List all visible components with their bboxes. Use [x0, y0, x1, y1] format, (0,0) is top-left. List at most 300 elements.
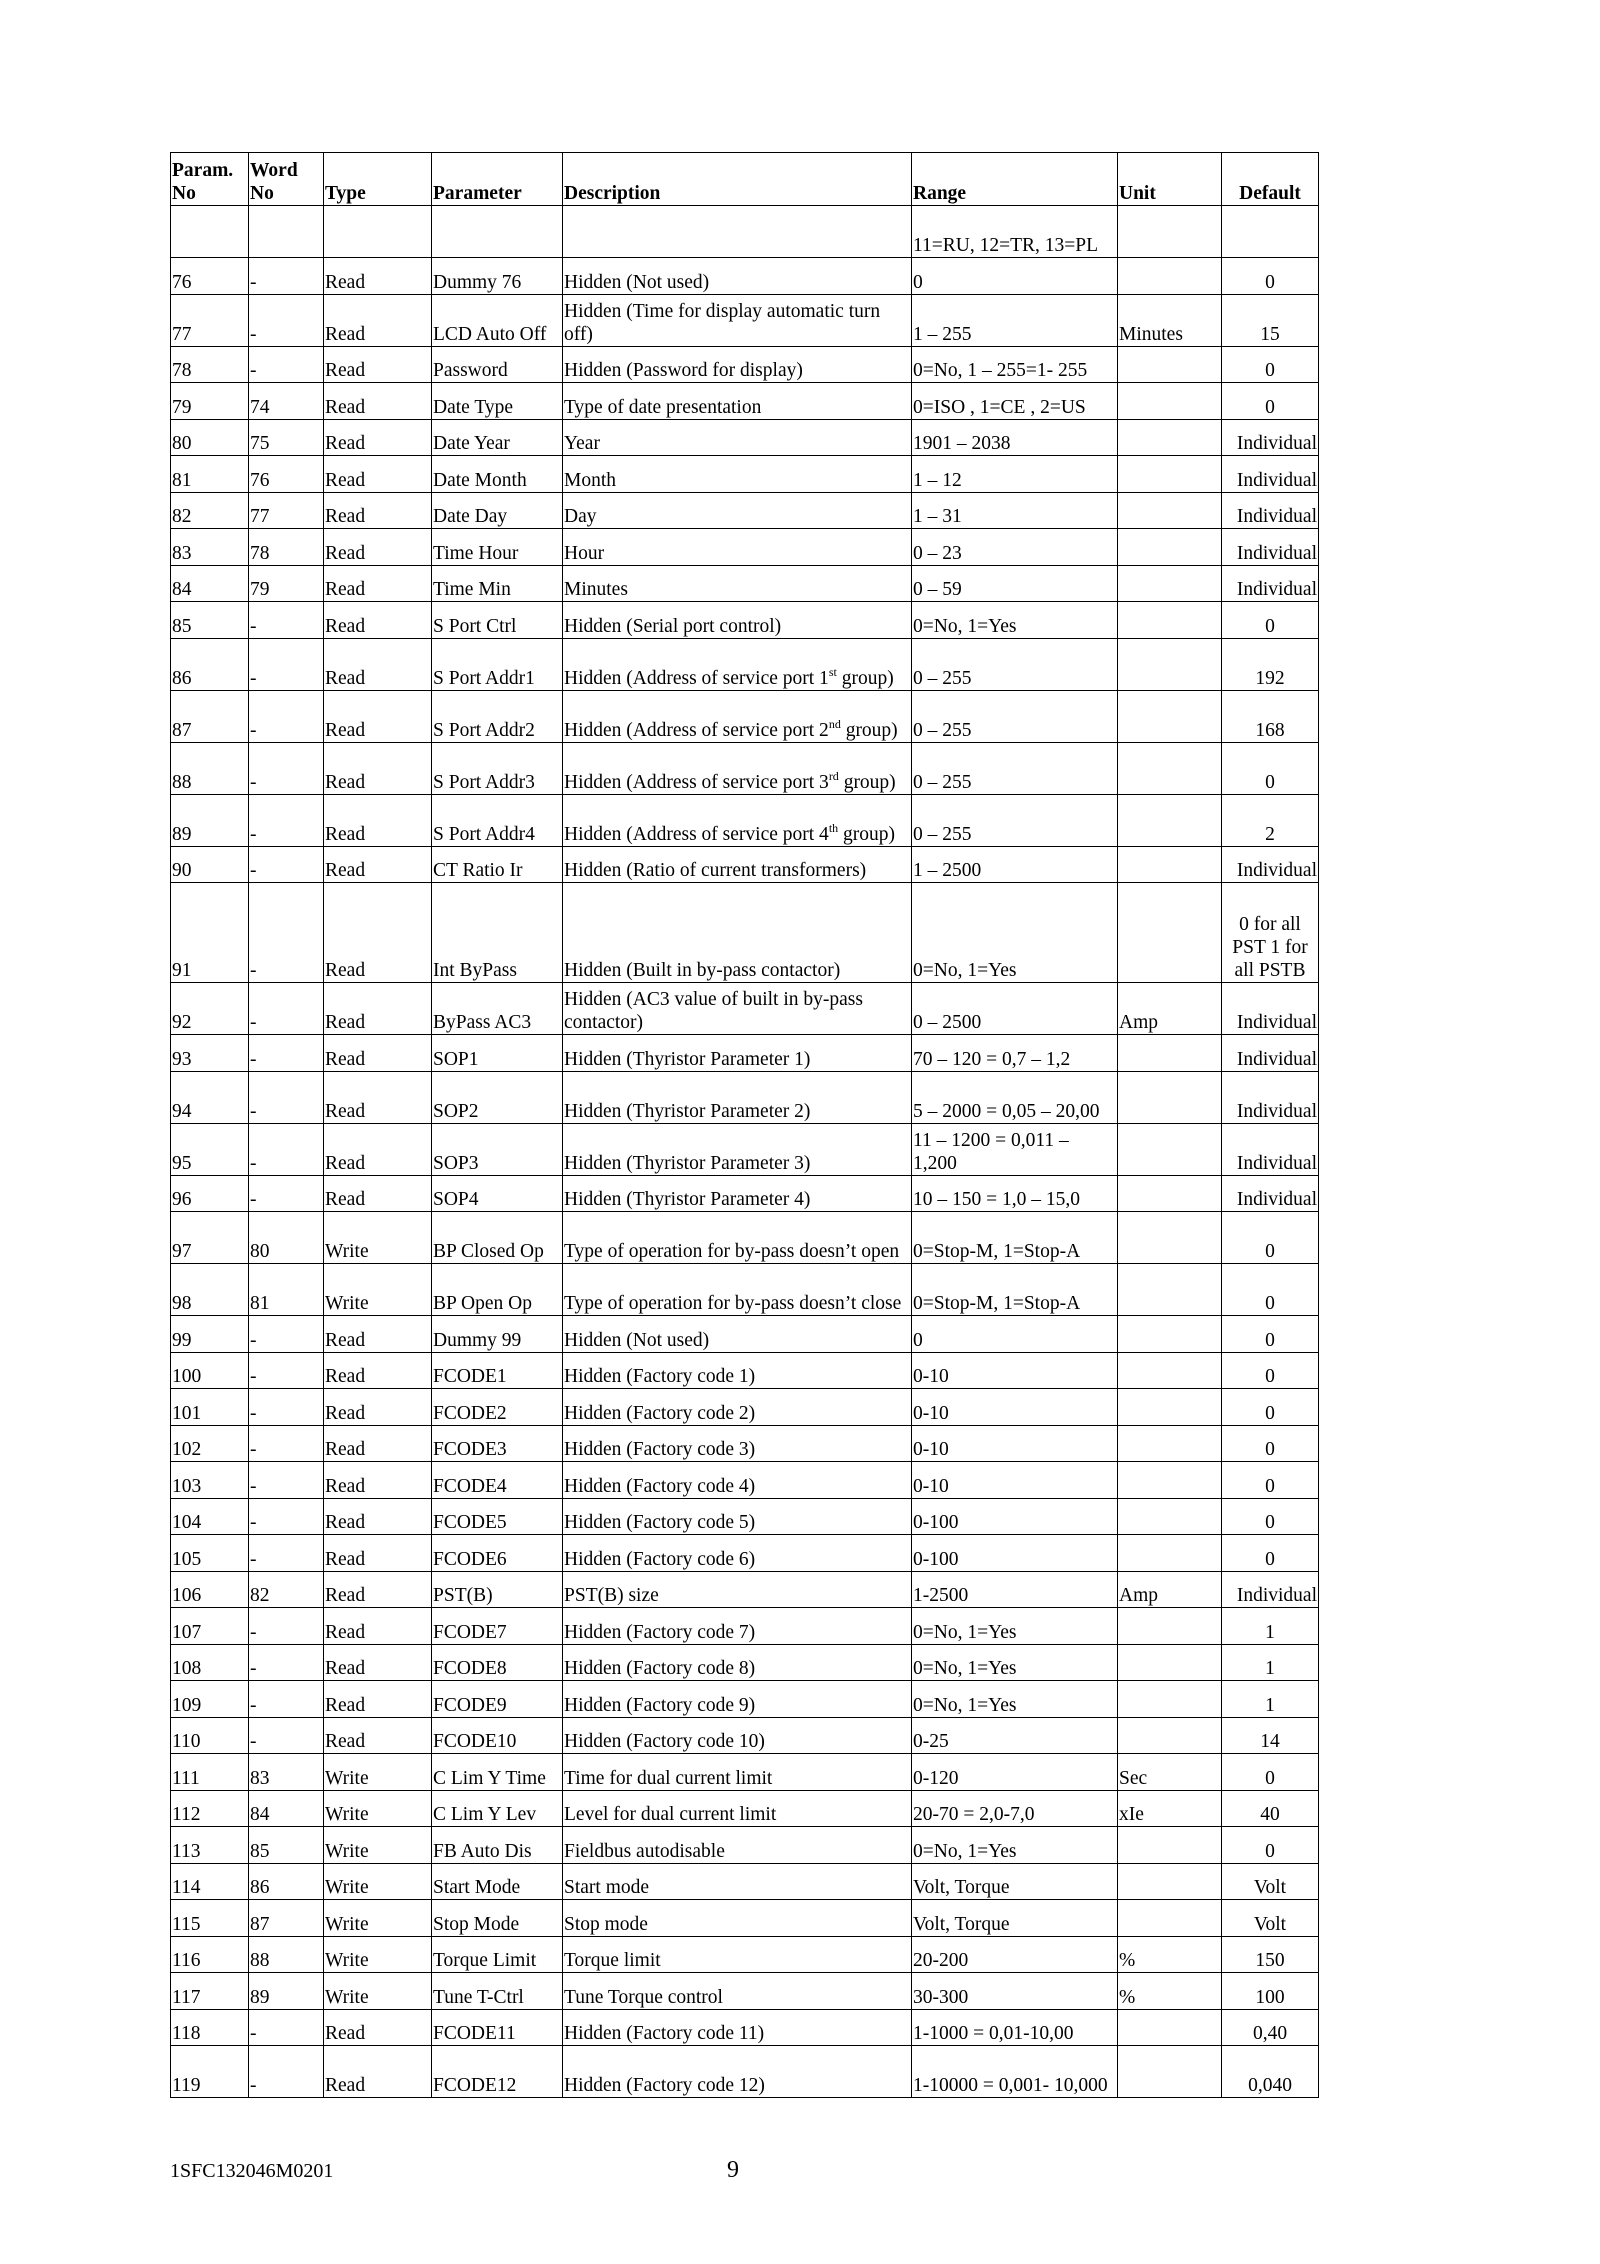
range-cell: 0 – 255	[912, 690, 1118, 742]
type-cell	[324, 206, 432, 258]
range-cell: 0=No, 1=Yes	[912, 1681, 1118, 1718]
description-cell: Type of operation for by-pass doesn’t open	[563, 1212, 912, 1264]
table-row	[171, 206, 1319, 258]
col-header-range: Range	[912, 153, 1118, 206]
table-row	[171, 1571, 1319, 1608]
default-cell: Volt	[1222, 1863, 1319, 1900]
unit-cell	[1118, 1316, 1222, 1353]
word-no-cell: -	[249, 346, 324, 383]
unit-cell	[1118, 1717, 1222, 1754]
default-cell: 0	[1222, 1425, 1319, 1462]
parameter-name-cell: Int ByPass	[432, 883, 563, 983]
type-cell: Write	[324, 1212, 432, 1264]
word-no-cell: -	[249, 1681, 324, 1718]
table-row	[171, 1352, 1319, 1389]
table-row	[171, 1389, 1319, 1426]
word-no-cell	[249, 206, 324, 258]
unit-cell	[1118, 2009, 1222, 2046]
default-cell: 0	[1222, 602, 1319, 639]
type-cell: Read	[324, 1717, 432, 1754]
description-cell: Type of date presentation	[563, 383, 912, 420]
range-cell: 1-10000 = 0,001- 10,000	[912, 2046, 1118, 2098]
parameter-name-cell: Torque Limit	[432, 1936, 563, 1973]
table-row	[171, 1790, 1319, 1827]
range-cell: 0=No, 1=Yes	[912, 883, 1118, 983]
parameter-name-cell: FCODE2	[432, 1389, 563, 1426]
param-no-cell: 80	[171, 419, 249, 456]
description-text: Hidden (Address of service port 4	[564, 823, 829, 845]
param-no-cell: 106	[171, 1571, 249, 1608]
param-no-cell: 78	[171, 346, 249, 383]
range-cell: 11=RU, 12=TR, 13=PL	[912, 206, 1118, 258]
type-cell: Read	[324, 1071, 432, 1123]
word-no-cell: -	[249, 1035, 324, 1072]
col-header-param-no: Param. No	[171, 153, 249, 206]
range-cell: 0 – 59	[912, 565, 1118, 602]
unit-cell	[1118, 1389, 1222, 1426]
description-cell	[563, 638, 912, 690]
parameter-name-cell: FCODE1	[432, 1352, 563, 1389]
description-cell: Day	[563, 492, 912, 529]
parameter-name-cell	[432, 206, 563, 258]
table-row	[171, 294, 1319, 346]
word-no-cell: -	[249, 1389, 324, 1426]
type-cell: Read	[324, 419, 432, 456]
range-cell: 0 – 23	[912, 529, 1118, 566]
unit-cell	[1118, 883, 1222, 983]
default-cell: 100	[1222, 1973, 1319, 2010]
param-no-cell: 108	[171, 1644, 249, 1681]
type-cell: Read	[324, 1035, 432, 1072]
param-no-cell: 103	[171, 1462, 249, 1499]
param-no-cell: 97	[171, 1212, 249, 1264]
default-cell: 1	[1222, 1681, 1319, 1718]
table-row	[171, 2046, 1319, 2098]
param-no-cell: 87	[171, 690, 249, 742]
parameter-name-cell: FB Auto Dis	[432, 1827, 563, 1864]
type-cell: Read	[324, 846, 432, 883]
word-no-cell: 89	[249, 1973, 324, 2010]
parameter-name-cell: FCODE10	[432, 1717, 563, 1754]
param-no-cell: 119	[171, 2046, 249, 2098]
type-cell: Read	[324, 383, 432, 420]
range-cell: 0-120	[912, 1754, 1118, 1791]
type-cell: Write	[324, 1827, 432, 1864]
unit-cell	[1118, 206, 1222, 258]
unit-cell	[1118, 1175, 1222, 1212]
param-no-cell: 93	[171, 1035, 249, 1072]
word-no-cell: -	[249, 742, 324, 794]
table-row	[171, 1535, 1319, 1572]
unit-cell	[1118, 258, 1222, 295]
param-no-cell: 98	[171, 1264, 249, 1316]
default-cell: 0	[1222, 1316, 1319, 1353]
description-cell: Hidden (Factory code 1)	[563, 1352, 912, 1389]
default-cell: Individual	[1222, 1071, 1319, 1123]
range-cell: 20-70 = 2,0-7,0	[912, 1790, 1118, 1827]
default-cell: 40	[1222, 1790, 1319, 1827]
word-no-cell: -	[249, 1316, 324, 1353]
table-row	[171, 529, 1319, 566]
word-no-cell: -	[249, 1717, 324, 1754]
word-no-cell: -	[249, 846, 324, 883]
parameter-name-cell: Start Mode	[432, 1863, 563, 1900]
unit-cell: xIe	[1118, 1790, 1222, 1827]
range-cell: 0-10	[912, 1389, 1118, 1426]
default-cell: 0	[1222, 1498, 1319, 1535]
param-no-cell: 117	[171, 1973, 249, 2010]
table-row	[171, 1462, 1319, 1499]
type-cell: Read	[324, 742, 432, 794]
table-row	[171, 1608, 1319, 1645]
type-cell: Read	[324, 1316, 432, 1353]
param-no-cell: 116	[171, 1936, 249, 1973]
parameter-name-cell: FCODE5	[432, 1498, 563, 1535]
col-header-type: Type	[324, 153, 432, 206]
document-code: 1SFC132046M0201	[170, 2160, 334, 2182]
default-cell: 0	[1222, 1212, 1319, 1264]
type-cell: Read	[324, 2009, 432, 2046]
default-cell: Individual	[1222, 983, 1319, 1035]
description-cell: PST(B) size	[563, 1571, 912, 1608]
word-no-cell: 85	[249, 1827, 324, 1864]
param-no-cell: 76	[171, 258, 249, 295]
param-no-cell: 92	[171, 983, 249, 1035]
word-no-cell: -	[249, 602, 324, 639]
unit-cell	[1118, 1535, 1222, 1572]
description-cell	[563, 742, 912, 794]
parameter-table	[170, 152, 1319, 2098]
default-cell: Individual	[1222, 492, 1319, 529]
unit-cell: Minutes	[1118, 294, 1222, 346]
description-cell: Torque limit	[563, 1936, 912, 1973]
word-no-cell: -	[249, 690, 324, 742]
description-cell: Hidden (Factory code 11)	[563, 2009, 912, 2046]
word-no-cell: 82	[249, 1571, 324, 1608]
range-cell: 0-100	[912, 1535, 1118, 1572]
unit-cell: %	[1118, 1936, 1222, 1973]
type-cell: Read	[324, 529, 432, 566]
word-no-cell: 87	[249, 1900, 324, 1937]
description-cell: Tune Torque control	[563, 1973, 912, 2010]
parameter-name-cell: Time Hour	[432, 529, 563, 566]
description-cell: Hour	[563, 529, 912, 566]
table-row	[171, 794, 1319, 846]
default-cell: 168	[1222, 690, 1319, 742]
parameter-name-cell: FCODE9	[432, 1681, 563, 1718]
type-cell: Read	[324, 1462, 432, 1499]
parameter-name-cell: S Port Ctrl	[432, 602, 563, 639]
range-cell: 0-25	[912, 1717, 1118, 1754]
param-no-cell: 83	[171, 529, 249, 566]
table-row	[171, 1863, 1319, 1900]
unit-cell	[1118, 846, 1222, 883]
type-cell: Read	[324, 1123, 432, 1175]
type-cell: Read	[324, 1681, 432, 1718]
word-no-cell: 86	[249, 1863, 324, 1900]
description-cell: Hidden (Not used)	[563, 1316, 912, 1353]
param-no-cell: 91	[171, 883, 249, 983]
type-cell: Read	[324, 1498, 432, 1535]
table-row	[171, 1175, 1319, 1212]
word-no-cell: 80	[249, 1212, 324, 1264]
description-cell: Hidden (Factory code 9)	[563, 1681, 912, 1718]
range-cell: 0 – 255	[912, 742, 1118, 794]
word-no-cell: 88	[249, 1936, 324, 1973]
parameter-name-cell: FCODE3	[432, 1425, 563, 1462]
parameter-name-cell: S Port Addr1	[432, 638, 563, 690]
type-cell: Read	[324, 794, 432, 846]
param-no-cell: 82	[171, 492, 249, 529]
unit-cell	[1118, 1264, 1222, 1316]
param-no-cell: 118	[171, 2009, 249, 2046]
default-cell: 0	[1222, 383, 1319, 420]
unit-cell	[1118, 1425, 1222, 1462]
range-cell: 0=Stop-M, 1=Stop-A	[912, 1264, 1118, 1316]
parameter-name-cell: FCODE7	[432, 1608, 563, 1645]
word-no-cell: -	[249, 294, 324, 346]
word-no-cell: 84	[249, 1790, 324, 1827]
parameter-name-cell: FCODE12	[432, 2046, 563, 2098]
range-cell: 5 – 2000 = 0,05 – 20,00	[912, 1071, 1118, 1123]
type-cell: Read	[324, 1425, 432, 1462]
param-no-cell: 99	[171, 1316, 249, 1353]
parameter-name-cell: Date Year	[432, 419, 563, 456]
type-cell: Read	[324, 492, 432, 529]
unit-cell	[1118, 1608, 1222, 1645]
word-no-cell: -	[249, 2009, 324, 2046]
param-no-cell: 81	[171, 456, 249, 493]
parameter-name-cell: LCD Auto Off	[432, 294, 563, 346]
range-cell: 0=No, 1=Yes	[912, 1827, 1118, 1864]
parameter-name-cell: C Lim Y Lev	[432, 1790, 563, 1827]
param-no-cell: 107	[171, 1608, 249, 1645]
unit-cell	[1118, 565, 1222, 602]
word-no-cell: 78	[249, 529, 324, 566]
default-cell: 15	[1222, 294, 1319, 346]
range-cell: 1-2500	[912, 1571, 1118, 1608]
default-cell: 0 for all PST 1 for all PSTB	[1222, 883, 1319, 983]
parameter-name-cell: Dummy 76	[432, 258, 563, 295]
range-cell: 0-10	[912, 1462, 1118, 1499]
param-no-cell: 102	[171, 1425, 249, 1462]
unit-cell	[1118, 1681, 1222, 1718]
description-text-tail: group)	[836, 667, 894, 689]
table-row	[171, 383, 1319, 420]
table-body	[171, 206, 1319, 2098]
unit-cell	[1118, 492, 1222, 529]
table-row	[171, 1936, 1319, 1973]
type-cell: Read	[324, 1608, 432, 1645]
parameter-name-cell: Time Min	[432, 565, 563, 602]
param-no-cell: 105	[171, 1535, 249, 1572]
param-no-cell: 79	[171, 383, 249, 420]
word-no-cell: -	[249, 883, 324, 983]
range-cell: 1901 – 2038	[912, 419, 1118, 456]
table-row	[171, 983, 1319, 1035]
word-no-cell: -	[249, 1462, 324, 1499]
description-text-tail: group)	[840, 719, 898, 741]
word-no-cell: -	[249, 1425, 324, 1462]
parameter-name-cell: CT Ratio Ir	[432, 846, 563, 883]
description-cell: Hidden (Built in by-pass contactor)	[563, 883, 912, 983]
default-cell: Individual	[1222, 1571, 1319, 1608]
table-row	[171, 456, 1319, 493]
description-cell: Minutes	[563, 565, 912, 602]
table-row	[171, 1498, 1319, 1535]
word-no-cell: -	[249, 1352, 324, 1389]
table-row	[171, 1123, 1319, 1175]
range-cell: 0-10	[912, 1425, 1118, 1462]
default-cell: 150	[1222, 1936, 1319, 1973]
description-cell: Year	[563, 419, 912, 456]
type-cell: Read	[324, 1535, 432, 1572]
type-cell: Read	[324, 565, 432, 602]
param-no-cell: 112	[171, 1790, 249, 1827]
description-cell: Type of operation for by-pass doesn’t close	[563, 1264, 912, 1316]
type-cell: Read	[324, 1175, 432, 1212]
unit-cell	[1118, 1352, 1222, 1389]
ordinal-suffix: th	[828, 820, 839, 835]
parameter-name-cell: Date Month	[432, 456, 563, 493]
default-cell: 1	[1222, 1644, 1319, 1681]
default-cell: 0	[1222, 1352, 1319, 1389]
type-cell: Read	[324, 294, 432, 346]
default-cell: Individual	[1222, 565, 1319, 602]
table-row	[171, 1681, 1319, 1718]
unit-cell	[1118, 1462, 1222, 1499]
table-row	[171, 419, 1319, 456]
description-cell: Hidden (Thyristor Parameter 2)	[563, 1071, 912, 1123]
range-cell: 0=No, 1=Yes	[912, 602, 1118, 639]
parameter-name-cell: SOP4	[432, 1175, 563, 1212]
default-cell: Individual	[1222, 1035, 1319, 1072]
default-cell: 0	[1222, 742, 1319, 794]
range-cell: 0=ISO , 1=CE , 2=US	[912, 383, 1118, 420]
col-header-unit: Unit	[1118, 153, 1222, 206]
type-cell: Read	[324, 690, 432, 742]
param-no-cell: 101	[171, 1389, 249, 1426]
table-row	[171, 258, 1319, 295]
table-row	[171, 1900, 1319, 1937]
description-cell: Hidden (Factory code 6)	[563, 1535, 912, 1572]
param-no-cell: 115	[171, 1900, 249, 1937]
ordinal-suffix: st	[828, 664, 837, 679]
description-text: Hidden (Address of service port 2	[564, 719, 829, 741]
param-no-cell: 88	[171, 742, 249, 794]
type-cell: Write	[324, 1900, 432, 1937]
parameter-name-cell: BP Closed Op	[432, 1212, 563, 1264]
word-no-cell: -	[249, 1498, 324, 1535]
table-row	[171, 1754, 1319, 1791]
param-no-cell: 84	[171, 565, 249, 602]
word-no-cell: 75	[249, 419, 324, 456]
parameter-name-cell: Date Day	[432, 492, 563, 529]
word-no-cell: -	[249, 2046, 324, 2098]
parameter-name-cell: S Port Addr2	[432, 690, 563, 742]
parameter-name-cell: Tune T-Ctrl	[432, 1973, 563, 2010]
default-cell: Individual	[1222, 1175, 1319, 1212]
unit-cell	[1118, 1863, 1222, 1900]
type-cell: Read	[324, 258, 432, 295]
unit-cell	[1118, 1498, 1222, 1535]
param-no-cell: 90	[171, 846, 249, 883]
table-row	[171, 1827, 1319, 1864]
type-cell: Read	[324, 883, 432, 983]
parameter-name-cell: FCODE8	[432, 1644, 563, 1681]
description-cell: Hidden (Thyristor Parameter 1)	[563, 1035, 912, 1072]
unit-cell	[1118, 419, 1222, 456]
unit-cell	[1118, 1035, 1222, 1072]
param-no-cell: 86	[171, 638, 249, 690]
table-row	[171, 638, 1319, 690]
ordinal-suffix: rd	[828, 768, 839, 783]
word-no-cell: -	[249, 1608, 324, 1645]
description-text-tail: group)	[838, 823, 896, 845]
param-no-cell: 111	[171, 1754, 249, 1791]
unit-cell	[1118, 742, 1222, 794]
unit-cell	[1118, 794, 1222, 846]
default-cell	[1222, 206, 1319, 258]
type-cell: Read	[324, 1389, 432, 1426]
table-row	[171, 565, 1319, 602]
default-cell: 0	[1222, 1535, 1319, 1572]
word-no-cell: 77	[249, 492, 324, 529]
description-cell: Time for dual current limit	[563, 1754, 912, 1791]
page-number: 9	[727, 2157, 739, 2183]
default-cell: 1	[1222, 1608, 1319, 1645]
parameter-name-cell: Stop Mode	[432, 1900, 563, 1937]
range-cell: 0 – 2500	[912, 983, 1118, 1035]
table-row	[171, 1035, 1319, 1072]
range-cell: Volt, Torque	[912, 1900, 1118, 1937]
parameter-name-cell: Dummy 99	[432, 1316, 563, 1353]
range-cell: 1 – 255	[912, 294, 1118, 346]
type-cell: Read	[324, 638, 432, 690]
type-cell: Write	[324, 1790, 432, 1827]
description-cell: Hidden (Thyristor Parameter 3)	[563, 1123, 912, 1175]
range-cell: 0-100	[912, 1498, 1118, 1535]
range-cell: 0	[912, 258, 1118, 295]
default-cell: Volt	[1222, 1900, 1319, 1937]
table-row	[171, 1973, 1319, 2010]
parameter-name-cell: S Port Addr3	[432, 742, 563, 794]
default-cell: Individual	[1222, 1123, 1319, 1175]
table-row	[171, 1264, 1319, 1316]
type-cell: Read	[324, 1644, 432, 1681]
word-no-cell: 81	[249, 1264, 324, 1316]
default-cell: 2	[1222, 794, 1319, 846]
type-cell: Read	[324, 983, 432, 1035]
word-no-cell: 74	[249, 383, 324, 420]
range-cell: 1 – 31	[912, 492, 1118, 529]
description-cell: Month	[563, 456, 912, 493]
param-no-cell: 109	[171, 1681, 249, 1718]
description-cell: Hidden (Time for display automatic turn off)	[563, 294, 912, 346]
unit-cell	[1118, 2046, 1222, 2098]
unit-cell	[1118, 1212, 1222, 1264]
description-cell: Hidden (Factory code 4)	[563, 1462, 912, 1499]
col-header-default: Default	[1222, 153, 1319, 206]
unit-cell	[1118, 1900, 1222, 1937]
word-no-cell: -	[249, 258, 324, 295]
type-cell: Write	[324, 1863, 432, 1900]
range-cell: 11 – 1200 = 0,011 – 1,200	[912, 1123, 1118, 1175]
type-cell: Write	[324, 1754, 432, 1791]
range-cell: Volt, Torque	[912, 1863, 1118, 1900]
param-no-cell: 100	[171, 1352, 249, 1389]
description-cell: Level for dual current limit	[563, 1790, 912, 1827]
